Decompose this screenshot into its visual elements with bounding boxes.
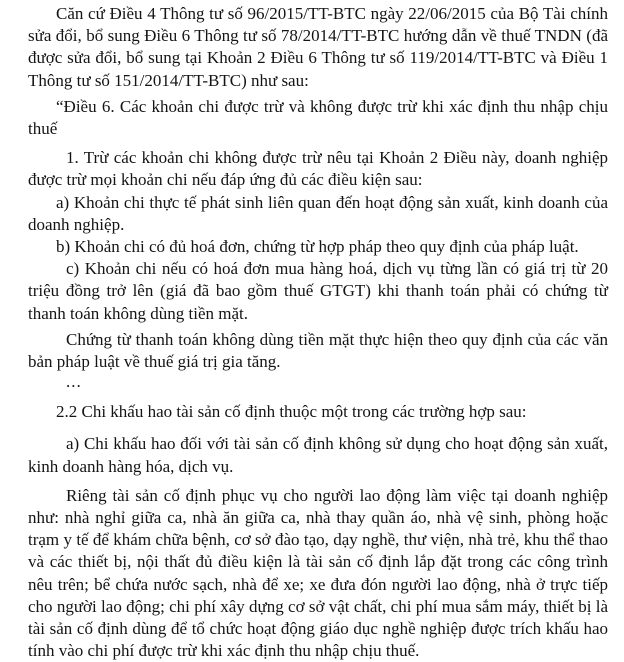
paragraph-non-cash-payment: Chứng từ thanh toán không dùng tiền mặt thực hiện theo quy định của các văn bản pháp luật về thuế giá trị gia tăng. (28, 329, 608, 372)
paragraph-clause-1: 1. Trừ các khoản chi không được trừ nêu tại Khoản 2 Điều này, doanh nghiệp được trừ mọi khoản chi nếu đáp ứng đủ các điều kiện sau: (28, 148, 608, 190)
paragraph-legal-basis: Căn cứ Điều 4 Thông tư số 96/2015/TT-BTC ngày 22/06/2015 của Bộ Tài chính sửa đổi, bổ sung Điều 6 Thông tư số 78/2014/TT-BTC hướng dẫn về thuế TNDN (đã được sửa đổi, bổ sung tại Khoản 2 Điều 6 Thông tư số 119/2014/TT-BTC và Điều 1 Thông tư số 151/2014/TT-BTC) như sau: (28, 4, 608, 90)
paragraph-condition-c: c) Khoản chi nếu có hoá đơn mua hàng hoá, dịch vụ từng lần có giá trị từ 20 triệu đồng trở lên (giá đã bao gồm thuế GTGT) khi thanh toán phải có chứng từ thanh toán không dùng tiền mặt. (28, 259, 608, 323)
paragraph-article-6-heading: “Điều 6. Các khoản chi được trừ và không được trừ khi xác định thu nhập chịu thuế (28, 96, 608, 139)
paragraph-condition-a: a) Khoản chi thực tế phát sinh liên quan đến hoạt động sản xuất, kinh doanh của doanh nghiệp. (28, 192, 608, 234)
paragraph-clause-2-2: 2.2 Chi khấu hao tài sản cố định thuộc một trong các trường hợp sau: (56, 402, 527, 422)
paragraph-condition-b: b) Khoản chi có đủ hoá đơn, chứng từ hợp pháp theo quy định của pháp luật. (56, 237, 579, 257)
paragraph-depreciation-a: a) Chi khấu hao đối với tài sản cố định không sử dụng cho hoạt động sản xuất, kinh doanh hàng hóa, dịch vụ. (28, 434, 608, 476)
paragraph-employee-assets: Riêng tài sản cố định phục vụ cho người lao động làm việc tại doanh nghiệp như: nhà nghỉ giữa ca, nhà ăn giữa ca, nhà thay quần áo, nhà vệ sinh, phòng hoặc trạm y tế để khám chữa bệnh, cơ sở đào tạo, dạy nghề, thư viện, nhà trẻ, khu thể thao và các thiết bị, nội thất đủ điều kiện là tài sản cố định lắp đặt trong các công trình nêu trên; bể chứa nước sạch, nhà để xe; xe đưa đón người lao động, nhà ở trực tiếp cho người lao động; chi phí xây dựng cơ sở vật chất, chi phí mua sắm máy, thiết bị là tài sản cố định dùng để tổ chức hoạt động giáo dục nghề nghiệp được trích khấu hao tính vào chi phí được trừ khi xác định thu nhập chịu thuế. (28, 485, 608, 661)
ellipsis: ... (66, 372, 82, 392)
